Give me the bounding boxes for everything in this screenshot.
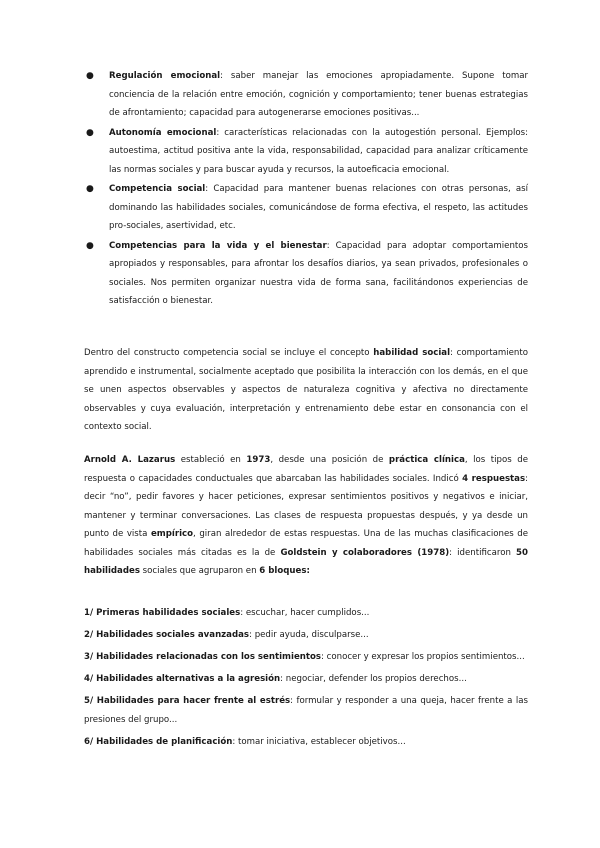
bullet-dot-icon: ● xyxy=(86,127,94,138)
paragraph-bold: Goldstein y colaboradores (1978) xyxy=(280,547,450,558)
paragraph-text: : comportamiento aprendido e instrumental, socialmente aceptado que posibilita la interacción con los demás, en el que se unen aspectos observables y aspectos de naturaleza cognitiva y afectiva no directamente observables y cuya evaluación, interpretación y entrenamiento debe estar en consonancia con el contexto social. xyxy=(84,348,528,432)
social-skill-paragraph xyxy=(84,344,528,437)
block-text: : pedir ayuda, disculparse... xyxy=(249,630,369,640)
bullet-item xyxy=(84,67,528,123)
bullet-title: Regulación emocional xyxy=(109,71,221,81)
bullet-item xyxy=(84,124,528,180)
paragraph-bold: 1973 xyxy=(246,455,271,465)
block-text: : escuchar, hacer cumplidos... xyxy=(240,608,370,618)
list-item xyxy=(84,604,528,623)
paragraph-text: : decir “no”, pedir favores y hacer peticiones, expresar sentimientos positivos y negativos e iniciar, mantener y terminar conversaciones. Las clases de respuesta propuestas después, y ya desde un punto de vista xyxy=(84,473,528,539)
bullet-title: Competencias para la vida y el bienestar xyxy=(109,240,327,251)
list-item xyxy=(84,692,528,729)
bullet-text: : saber manejar las emociones apropiadamente. Supone tomar conciencia de la relación entre emoción, cognición y comportamiento; tener buenas estrategias de afrontamiento; capacidad para autogenerarse emociones positivas... xyxy=(109,71,528,118)
bullet-dot-icon: ● xyxy=(86,71,94,81)
bullet-item xyxy=(84,180,528,236)
list-item xyxy=(84,626,528,645)
paragraph-bold: Arnold A. Lazarus xyxy=(84,455,176,465)
block-text: : formular y responder a una queja, hacer frente a las presiones del grupo... xyxy=(84,696,528,725)
bullet-dot-icon: ● xyxy=(86,184,94,194)
paragraph-text: , giran alrededor de estas respuestas. Una de las muchas clasificaciones de habilidades sociales más citadas es la de xyxy=(84,529,529,558)
block-text: : negociar, defender los propios derechos... xyxy=(280,674,467,684)
paragraph-text: sociales que agruparon en xyxy=(139,566,260,576)
paragraph-bold: 50 habilidades xyxy=(84,547,528,576)
bullet-title: Competencia social xyxy=(109,184,206,194)
list-item xyxy=(84,670,528,689)
block-title: 5/ Habilidades para hacer frente al estrés xyxy=(84,696,291,706)
bullet-text: : Capacidad para mantener buenas relaciones con otras personas, así dominando las habilidades sociales, comunicándose de forma efectiva, el respeto, las actitudes pro-sociales, asertividad, etc. xyxy=(109,184,528,231)
paragraph-text: estableció en xyxy=(175,455,247,465)
competencies-bullet-list xyxy=(84,67,528,312)
block-text: : conocer y expresar los propios sentimientos... xyxy=(321,652,525,662)
bullet-text: : características relacionadas con la autogestión personal. Ejemplos: autoestima, actitud positiva ante la vida, responsabilidad, capacidad para analizar críticamente las normas sociales y para buscar ayuda y recursos, la autoeficacia emocional. xyxy=(109,127,528,175)
lazarus-paragraph xyxy=(84,451,528,581)
paragraph-text: , los tipos de respuesta o capacidades conductuales que abarcaban las habilidades sociales. Indicó xyxy=(84,455,528,484)
paragraph-text: Dentro del constructo competencia social se incluye el concepto xyxy=(84,348,374,358)
block-title: 1/ Primeras habilidades sociales xyxy=(84,608,241,618)
paragraph-bold: 6 bloques: xyxy=(259,566,310,576)
paragraph-bold: 4 respuestas xyxy=(462,473,526,484)
paragraph-text: : identificaron xyxy=(449,547,517,558)
block-title: 3/ Habilidades relacionadas con los sentimientos xyxy=(84,652,322,662)
list-item xyxy=(84,733,528,752)
paragraph-text: , desde una posición de xyxy=(270,455,389,465)
block-title: 4/ Habilidades alternativas a la agresión xyxy=(84,674,281,684)
skill-blocks-list xyxy=(84,604,528,755)
bullet-item xyxy=(84,237,528,311)
block-text: : tomar iniciativa, establecer objetivos... xyxy=(232,736,406,747)
paragraph-bold: empírico xyxy=(150,529,194,539)
bullet-text: : Capacidad para adoptar comportamientos apropiados y responsables, para afrontar los desafíos diarios, ya sean privados, profesionales o sociales. Nos permiten organizar nuestra vida de forma sana, facilitándonos experiencias de satisfacción o bienestar. xyxy=(109,240,528,306)
block-title: 6/ Habilidades de planificación xyxy=(84,736,233,747)
block-title: 2/ Habilidades sociales avanzadas xyxy=(84,630,250,640)
bullet-dot-icon: ● xyxy=(86,240,94,251)
paragraph-bold: práctica clínica xyxy=(388,455,465,465)
list-item xyxy=(84,648,528,667)
paragraph-bold: habilidad social xyxy=(373,348,451,358)
bullet-title: Autonomía emocional xyxy=(109,127,217,138)
